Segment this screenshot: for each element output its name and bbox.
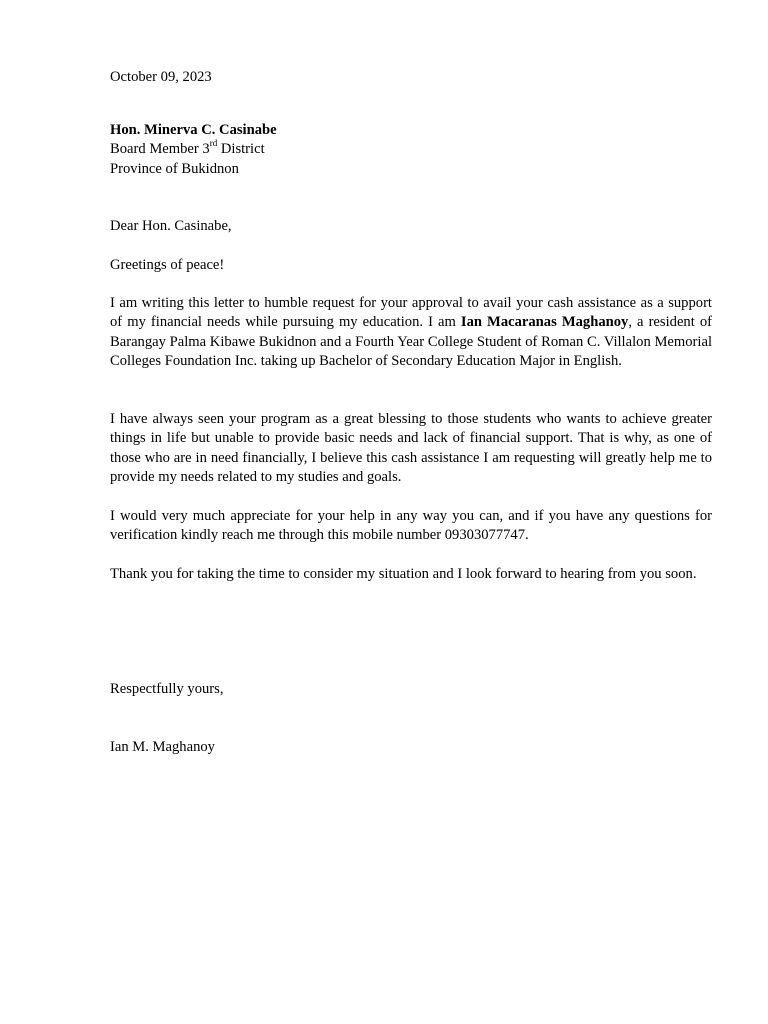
signature-name: Ian M. Maghanoy — [110, 739, 215, 755]
recipient-province: Province of Bukidnon — [110, 160, 239, 177]
salutation: Dear Hon. Casinabe, — [110, 218, 232, 234]
body-paragraph-1 — [110, 294, 712, 371]
recipient-position-suffix: District — [217, 141, 265, 158]
recipient-position-prefix: Board Member 3 — [110, 141, 210, 158]
student-name: Ian Macaranas Maghanoy — [460, 314, 629, 331]
recipient-address — [110, 121, 712, 179]
recipient-name: Hon. Minerva C. Casinabe — [110, 122, 277, 138]
greeting: Greetings of peace! — [110, 257, 225, 273]
body-paragraph-3: I would very much appreciate for your help in any way you can, and if you have any questions for verification kindly reach me through this mobile number 09303077747. — [110, 508, 712, 544]
recipient-position-ordinal: rd — [209, 138, 218, 149]
closing: Respectfully yours, — [110, 681, 224, 697]
body-paragraph-4: Thank you for taking the time to consider my situation and I look forward to hearing from you soon. — [110, 566, 697, 582]
body-paragraph-2: I have always seen your program as a great blessing to those students who wants to achieve greater things in life but unable to provide basic needs and lack of financial support. That is why, as one of those who are in need financially, I believe this cash assistance I am requesting will greatly help me to provide my needs related to my studies and goals. — [110, 411, 712, 485]
paragraph-1-rest: , a resident of Barangay Palma Kibawe Bukidnon and a Fourth Year College Student of Roman C. Villalon Memorial Colleges Foundation Inc. taking up Bachelor of Secondary Education Major in English. — [110, 314, 712, 369]
paragraph-1-intro: I am writing this letter to humble request for your approval to avail your cash assistance as a support of my financial needs while pursuing my education. I am — [110, 295, 712, 331]
recipient-position — [110, 140, 712, 159]
letter-date: October 09, 2023 — [110, 69, 212, 85]
